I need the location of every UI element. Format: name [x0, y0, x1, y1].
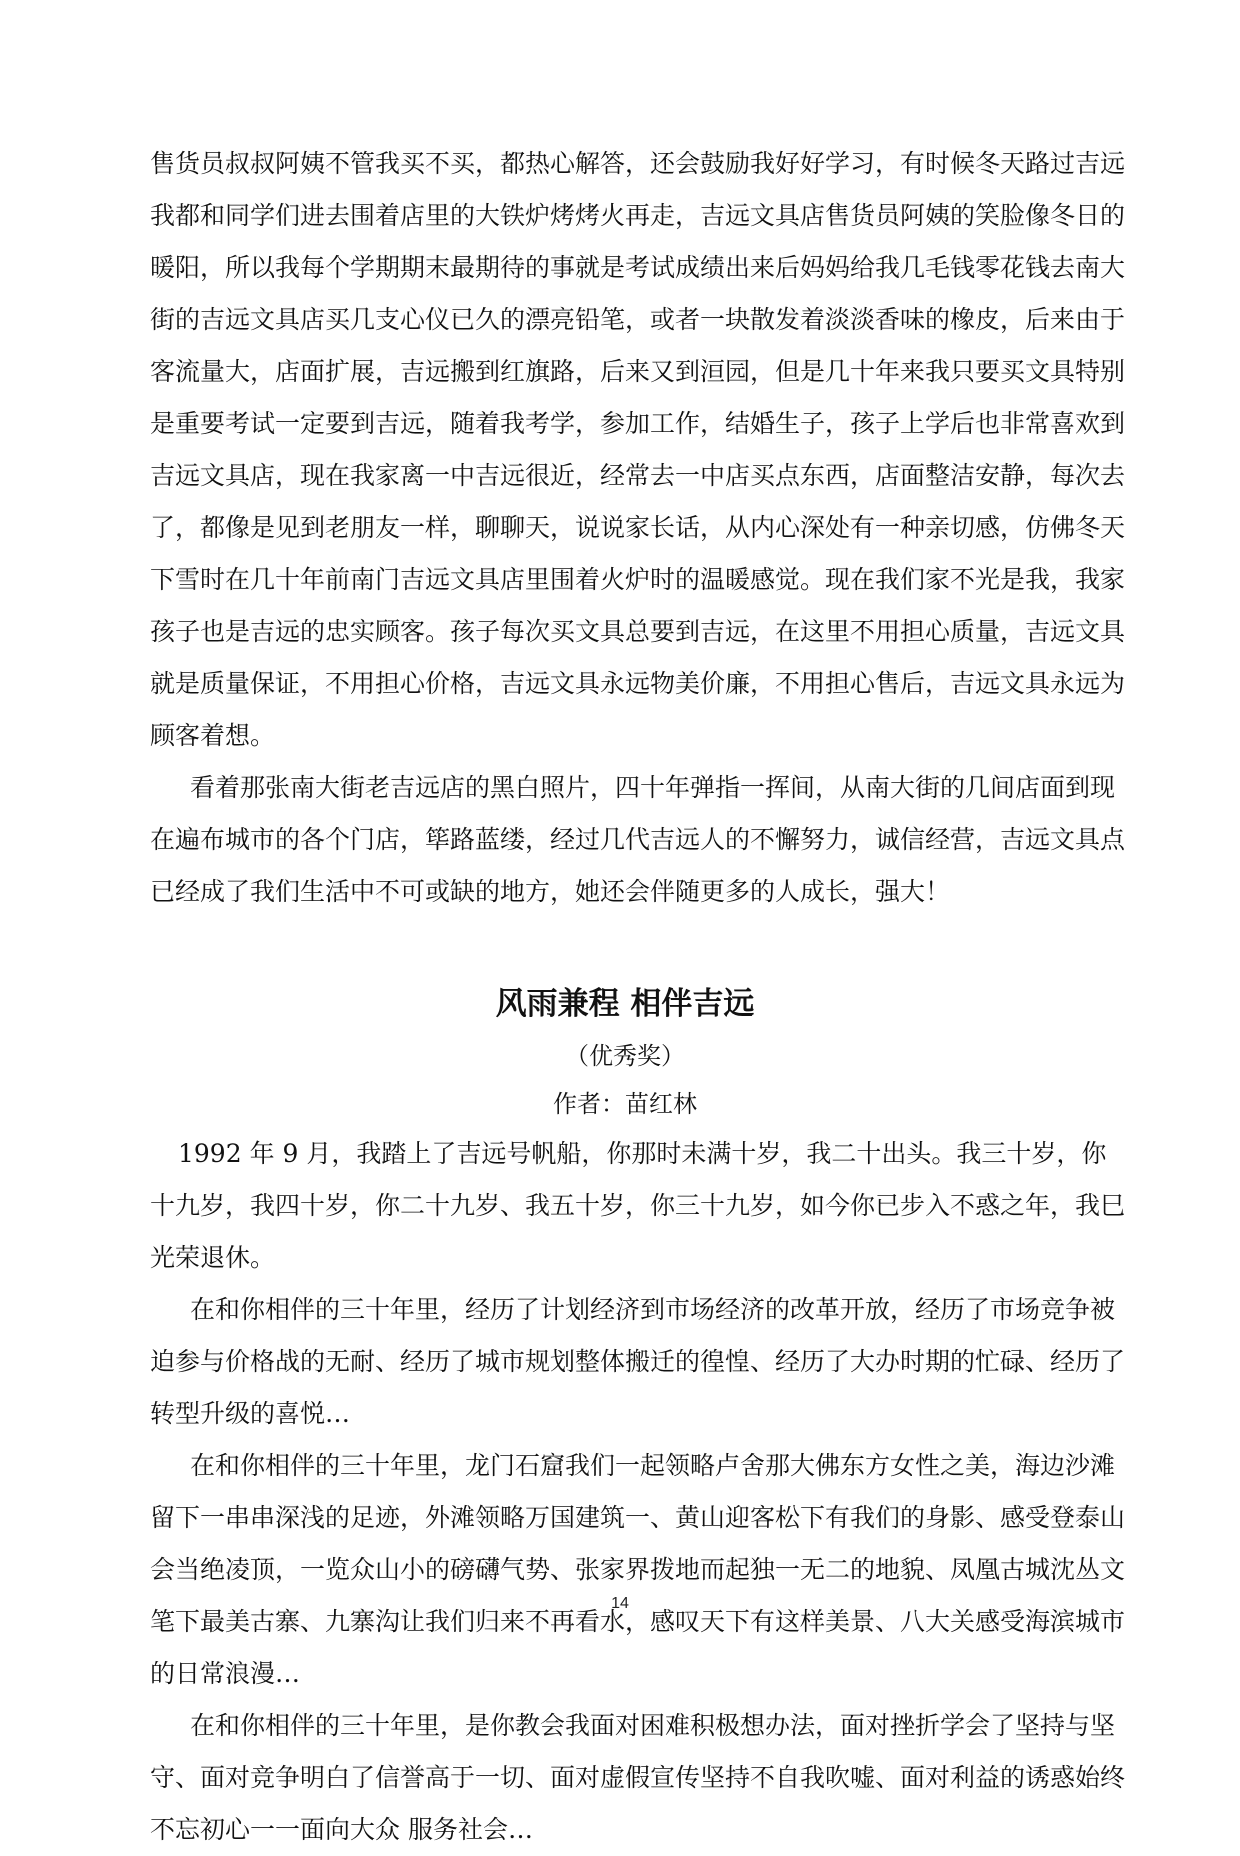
paragraph-line: 会当绝凌顶，一览众山小的磅礴气势、张家界拨地而起独一无二的地貌、凤凰古城沈丛文	[150, 1555, 1126, 1584]
paragraph-line: 的日常浪漫…	[150, 1659, 301, 1688]
paragraph-line: 街的吉远文具店买几支心仪已久的漂亮铅笔，或者一块散发着淡淡香味的橡皮，后来由于	[150, 305, 1126, 334]
paragraph-line: 吉远文具店，现在我家离一中吉远很近，经常去一中店买点东西，店面整洁安静，每次去	[150, 461, 1126, 490]
paragraph-line: 看着那张南大街老吉远店的黑白照片，四十年弹指一挥间，从南大街的几间店面到现	[190, 773, 1116, 802]
paragraph-line: 我都和同学们进去围着店里的大铁炉烤烤火再走，吉远文具店售货员阿姨的笑脸像冬日的	[150, 201, 1126, 230]
paragraph-line: 就是质量保证，不用担心价格，吉远文具永远物美价廉，不用担心售后，吉远文具永远为	[150, 669, 1126, 698]
paragraph-line: 迫参与价格战的无耐、经历了城市规划整体搬迁的徨惶、经历了大办时期的忙碌、经历了	[150, 1347, 1126, 1376]
paragraph-line: 客流量大，店面扩展，吉远搬到红旗路，后来又到洹园，但是几十年来我只要买文具特别	[150, 357, 1126, 386]
paragraph-line: 在和你相伴的三十年里，经历了计划经济到市场经济的改革开放，经历了市场竞争被	[190, 1295, 1116, 1324]
paragraph-line: 笔下最美古寨、九寨沟让我们归来不再看水，感叹天下有这样美景、八大关感受海滨城市	[150, 1607, 1126, 1636]
paragraph-line: 顾客着想。	[150, 721, 276, 750]
paragraph-line: 守、面对竞争明白了信誉高于一切、面对虚假宣传坚持不自我吹嘘、面对利益的诱惑始终	[150, 1763, 1126, 1792]
paragraph-line: 留下一串串深浅的足迹，外滩领略万国建筑一、黄山迎客松下有我们的身影、感受登泰山	[150, 1503, 1126, 1532]
paragraph-line: 售货员叔叔阿姨不管我买不买，都热心解答，还会鼓励我好好学习，有时候冬天路过吉远	[150, 149, 1126, 178]
paragraph-line: 下雪时在几十年前南门吉远文具店里围着火炉时的温暖感觉。现在我们家不光是我，我家	[150, 565, 1126, 594]
paragraph-line: 已经成了我们生活中不可或缺的地方，她还会伴随更多的人成长，强大！	[150, 877, 951, 906]
paragraph-line: 1992 年 9 月，我踏上了吉远号帆船，你那时未满十岁，我二十出头。我三十岁，你	[178, 1139, 1107, 1168]
paragraph-line: 转型升级的喜悦…	[150, 1399, 351, 1428]
paragraph-line: 是重要考试一定要到吉远，随着我考学，参加工作，结婚生子，孩子上学后也非常喜欢到	[150, 409, 1126, 438]
paragraph-line: 在和你相伴的三十年里，是你教会我面对困难积极想办法，面对挫折学会了坚持与坚	[190, 1711, 1116, 1740]
section-spacer	[150, 918, 1100, 976]
award-label: （优秀奖）	[565, 1042, 685, 1070]
author-line: 作者：苗红林	[553, 1090, 697, 1118]
paragraph-line: 暖阳，所以我每个学期期末最期待的事就是考试成绩出来后妈妈给我几毛钱零花钱去南大	[150, 253, 1126, 282]
paragraph-line: 光荣退休。	[150, 1243, 276, 1272]
paragraph-line: 在和你相伴的三十年里，龙门石窟我们一起领略卢舍那大佛东方女性之美，海边沙滩	[190, 1451, 1116, 1480]
paragraph-line: 了，都像是见到老朋友一样，聊聊天，说说家长话，从内心深处有一种亲切感，仿佛冬天	[150, 513, 1126, 542]
paragraph-line: 在遍布城市的各个门店，筚路蓝缕，经过几代吉远人的不懈努力，诚信经营，吉远文具点	[150, 825, 1126, 854]
paragraph-line: 孩子也是吉远的忠实顾客。孩子每次买文具总要到吉远，在这里不用担心质量，吉远文具	[150, 617, 1126, 646]
page-number: 14	[611, 1595, 629, 1612]
paragraph-line: 十九岁，我四十岁，你二十九岁、我五十岁，你三十九岁，如今你已步入不惑之年，我巳	[150, 1191, 1126, 1220]
paragraph-line: 不忘初心一一面向大众 服务社会…	[150, 1815, 533, 1844]
article-title: 风雨兼程 相伴吉远	[495, 986, 755, 1022]
